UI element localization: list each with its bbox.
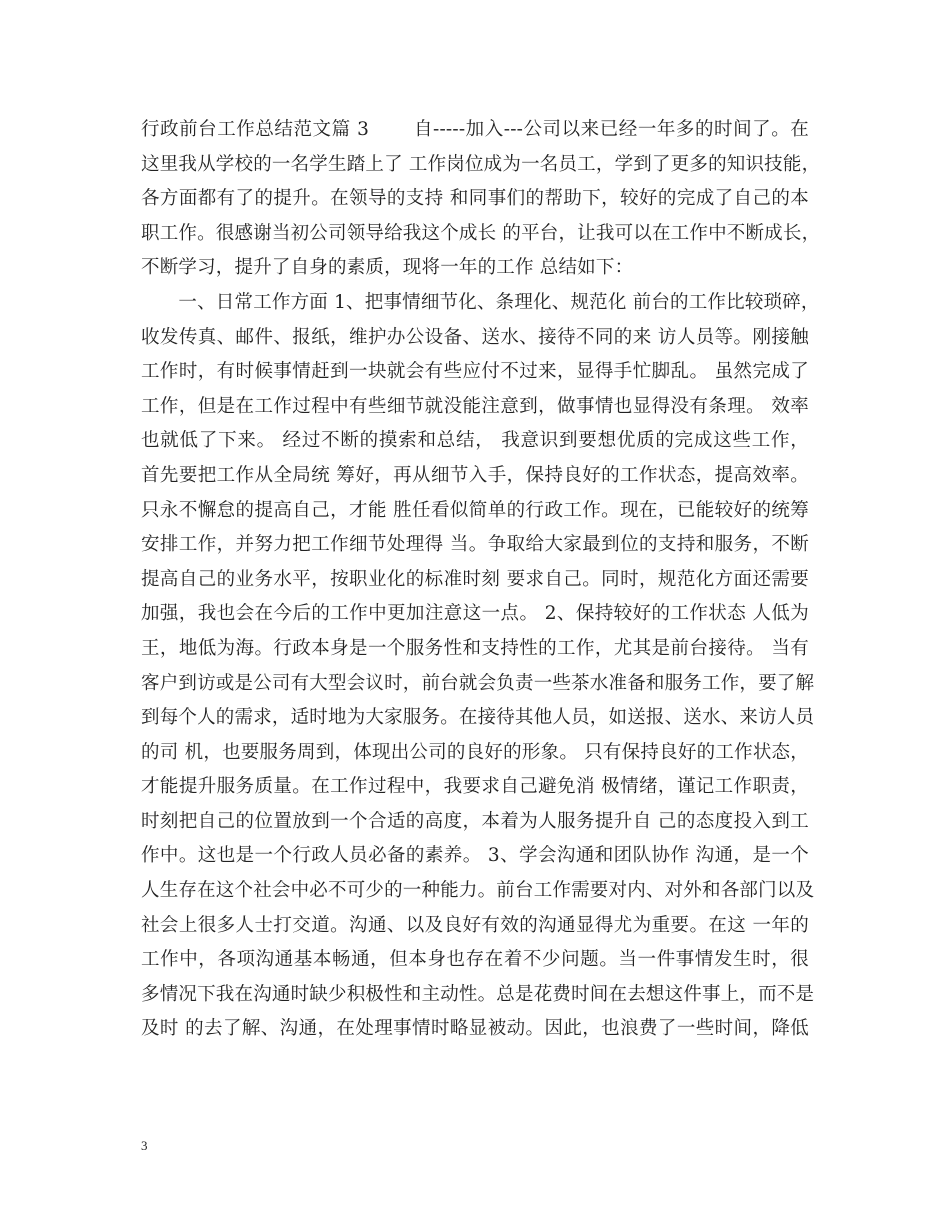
page-number: 3 xyxy=(141,1138,148,1153)
text-line: 提高自己的业务水平，按职业化的标准时刻 要求自己。同时，规范化方面还需要 xyxy=(141,568,809,590)
body-text xyxy=(141,113,821,1047)
text-line: 各方面都有了的提升。在领导的支持 和同事们的帮助下，较好的完成了自己的本 xyxy=(141,188,809,210)
text-line: 作中。这也是一个行政人员必备的素养。 3、学会沟通和团队协作 沟通，是一个 xyxy=(141,845,809,867)
text-line: 工作，但是在工作过程中有些细节就没能注意到，做事情也显得没有条理。 效率 xyxy=(141,395,809,417)
text-line: 也就低了下来。 经过不断的摸索和总结， 我意识到要想优质的完成这些工作， xyxy=(141,430,809,452)
text-line: 到每个人的需求，适时地为大家服务。在接待其他人员，如送报、送水、来访人员 xyxy=(141,707,815,729)
text-line: 不断学习，提升了自身的素质，现将一年的工作 总结如下： xyxy=(141,257,634,279)
text-line: 加强，我也会在今后的工作中更加注意这一点。 2、保持较好的工作状态 人低为 xyxy=(141,603,809,625)
text-line: 及时 的去了解、沟通，在处理事情时略显被动。因此，也浪费了一些时间，降低 xyxy=(141,1018,809,1040)
text-line: 这里我从学校的一名学生踏上了 工作岗位成为一名员工，学到了更多的知识技能， xyxy=(141,153,821,175)
text-line: 首先要把工作从全局统 筹好，再从细节入手，保持良好的工作状态，提高效率。 xyxy=(141,464,809,486)
text-line: 职工作。很感谢当初公司领导给我这个成长 的平台，让我可以在工作中不断成长， xyxy=(141,222,821,244)
text-line: 王，地低为海。行政本身是一个服务性和支持性的工作，尤其是前台接待。 当有 xyxy=(141,637,809,659)
text-line: 社会上很多人士打交道。沟通、以及良好有效的沟通显得尤为重要。在这 一年的 xyxy=(141,914,809,936)
text-line: 人生存在这个社会中必不可少的一种能力。前台工作需要对内、对外和各部门以及 xyxy=(141,880,815,902)
text-line: 收发传真、邮件、报纸，维护办公设备、送水、接待不同的来 访人员等。刚接触 xyxy=(141,326,809,348)
text-line: 工作时，有时候事情赶到一块就会有些应付不过来，显得手忙脚乱。 虽然完成了 xyxy=(141,361,809,383)
text-line: 时刻把自己的位置放到一个合适的高度，本着为人服务提升自 己的态度投入到工 xyxy=(141,810,809,832)
text-line: 客户到访或是公司有大型会议时，前台就会负责一些茶水准备和服务工作，要了解 xyxy=(141,672,815,694)
text-line: 安排工作，并努力把工作细节处理得 当。争取给大家最到位的支持和服务，不断 xyxy=(141,534,809,556)
text-line: 工作中，各项沟通基本畅通，但本身也存在着不少问题。当一件事情发生时，很 xyxy=(141,949,809,971)
text-line: 行政前台工作总结范文篇 3 自-----加入---公司以来已经一年多的时间了。在 xyxy=(141,119,809,140)
text-line: 多情况下我在沟通时缺少积极性和主动性。总是花费时间在去想这件事上，而不是 xyxy=(141,983,815,1005)
text-line: 的司 机，也要服务周到，体现出公司的良好的形象。 只有保持良好的工作状态， xyxy=(141,741,809,763)
text-line: 只永不懈怠的提高自己，才能 胜任看似简单的行政工作。现在，已能较好的统筹 xyxy=(141,499,809,521)
text-line: 一、日常工作方面 1、把事情细节化、条理化、规范化 前台的工作比较琐碎， xyxy=(141,291,820,313)
text-line: 才能提升服务质量。在工作过程中，我要求自己避免消 极情绪，谨记工作职责， xyxy=(141,776,809,798)
